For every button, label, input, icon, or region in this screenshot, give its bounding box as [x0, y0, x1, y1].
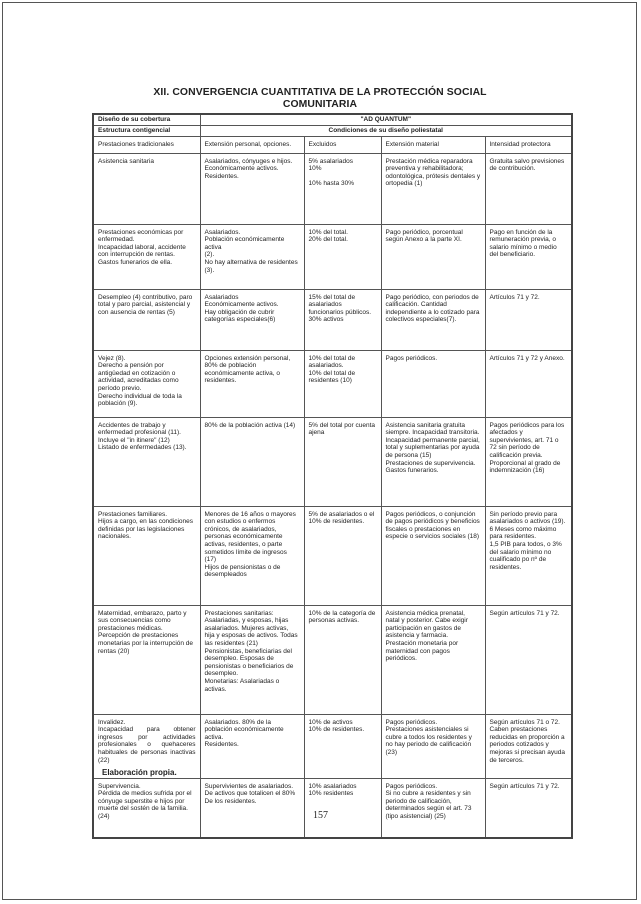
table-cell: Pagos periódicos. — [381, 350, 485, 417]
table-cell: 5% asalariados 10% 10% hasta 30% — [304, 153, 381, 224]
column-header: Excluidos — [304, 137, 381, 154]
table-cell: Pago en función de la remuneración previa, o salario mínimo o medio del beneficiario. — [485, 224, 572, 289]
table-cell: 80% de la población activa (14) — [200, 417, 304, 506]
column-header: Extensión personal, opciones. — [200, 137, 304, 154]
title-line-1: XII. CONVERGENCIA CUANTITATIVA DE LA PROTECCIÓN SOCIAL — [153, 87, 487, 98]
table-cell: Según artículos 71 o 72. Caben prestaciones reducidas en proporción a periodos cotizados y mejoras si precisan ayuda de terceros. — [485, 714, 572, 778]
table-cell: 5% de asalariados o el 10% de residentes. — [304, 506, 381, 605]
table-cell: Supervivientes de asalariados. De activos que totalicen el 80% De los residentes. — [200, 778, 304, 838]
header-row-structure — [93, 126, 572, 137]
header-row-coverage — [93, 114, 572, 126]
table-cell: Artículos 71 y 72. — [485, 289, 572, 350]
table-row — [93, 224, 572, 289]
table-cell: Supervivencia. Pérdida de medios sufrida por el cónyuge superstite e hijos por muerte del sostén de la familia. (24) — [93, 778, 200, 838]
table-cell: Pagos periódicos para los afectados y supervivientes, art. 71 o 72 sin período de calificación previa. Proporcional al grado de indemnización (16) — [485, 417, 572, 506]
table-cell: Pagos periódicos. Si no cubre a residentes y sin periodo de calificación, determinados según el art. 73 (tipo asistencial) (25) — [381, 778, 485, 838]
table-cell: Asistencia sanitaria — [93, 153, 200, 224]
header-coverage-design: Diseño de su cobertura — [93, 114, 200, 126]
table-row — [93, 153, 572, 224]
column-header: Extensión material — [381, 137, 485, 154]
header-ad-quantum: "AD QUANTUM" — [200, 114, 572, 126]
column-header: Prestaciones tradicionales — [93, 137, 200, 154]
table-cell: Prestaciones económicas por enfermedad. Incapacidad laboral, accidente con interrupción de rentas. Gastos funerarios de ella. — [93, 224, 200, 289]
header-contingency-structure: Estructura contigencial — [93, 126, 200, 137]
page-number: 157 — [313, 810, 328, 821]
table-row — [93, 417, 572, 506]
table-cell: Accidentes de trabajo y enfermedad profesional (11). Incluye el "in itinere" (12) Listado de enfermedades (13). — [93, 417, 200, 506]
table-cell: Sin período previo para asalariados o activos (19). 6 Meses como máximo para residentes. 1,5 PIB para todos, o 3% del salario mínimo no cualificado po nº de residentes. — [485, 506, 572, 605]
header-design-conditions: Condiciones de su diseño poliestatal — [200, 126, 572, 137]
table-cell: Pago periódico, con periodos de calificación. Cantidad independiente a lo cotizado para colectivos especiales(7). — [381, 289, 485, 350]
table-cell: 10% del total. 20% del total. — [304, 224, 381, 289]
table-cell: 10% de activos 10% de residentes. — [304, 714, 381, 778]
table-cell: Asalariados, cónyuges e hijos. Económicamente activos. Residentes. — [200, 153, 304, 224]
table-cell: Menores de 16 años o mayores con estudios o enfermos crónicos, de asalariados, personas económicamente activas, residentes, o parte sometidos límite de ingresos (17) Hijos de pensionistas o de desempleados — [200, 506, 304, 605]
table-row — [93, 289, 572, 350]
table-cell: Asistencia sanitaria gratuita siempre. Incapacidad transitoria. Incapacidad permanente parcial, total y suplementarias por ayuda de persona (15) Prestaciones de supervivencia. Gastos funerarios. — [381, 417, 485, 506]
table-cell: 10% asalariados 10% residentes — [304, 778, 381, 838]
table-row — [93, 506, 572, 605]
table-cell: Opciones extensión personal, 80% de población económicamente activa, o residentes. — [200, 350, 304, 417]
table-cell: Según artículos 71 y 72. — [485, 778, 572, 838]
table-cell: Asistencia médica prenatal, natal y posterior. Cabe exigir participación en gastos de asistencia y farmacia. Prestación monetaria por maternidad con pagos periódicos. — [381, 605, 485, 714]
table-cell: Prestaciones sanitarias: Asalariadas, y esposas, hijas asalariados. Mujeres activas, hija y esposas de activos. Todas las residentes (21) Pensionistas, beneficiarias del desempleo. Esposas de pensionistas o beneficiarios de desempleo. Monetarias: Asalariadas o activas. — [200, 605, 304, 714]
table-row — [93, 605, 572, 714]
table-cell: Desempleo (4) contributivo, paro total y paro parcial, asistencial y con ausencia de rentas (5) — [93, 289, 200, 350]
table-cell: Maternidad, embarazo, parto y sus consecuencias como prestaciones médicas. Percepción de prestaciones monetarias por la interrupción de rentas (20) — [93, 605, 200, 714]
table-row — [93, 778, 572, 838]
table-cell: Prestaciones familiares. Hijos a cargo, en las condiciones definidas por las legislaciones nacionales. — [93, 506, 200, 605]
table-cell: Según artículos 71 y 72. — [485, 605, 572, 714]
table-cell: Pagos periódicos. Prestaciones asistenciales si cubre a todos los residentes y no hay periodo de calificación (23) — [381, 714, 485, 778]
table-cell: Prestación médica reparadora preventiva y rehabilitadora; odontológica, prótesis dentales y ortopedia (1) — [381, 153, 485, 224]
title-line-2: COMUNITARIA — [282, 99, 358, 110]
source-note: Elaboración propia. — [102, 768, 177, 777]
convergence-table — [92, 113, 573, 839]
table-cell: 5% del total por cuenta ajena — [304, 417, 381, 506]
table-cell: Invalidez. Incapacidad para obtener ingresos por actividades profesionales o quehaceres habituales de personas inactivas (22) — [93, 714, 200, 778]
table-cell: Pagos periódicos, o conjunción de pagos periódicos y beneficios fiscales o prestaciones en especie o servicios sociales (18) — [381, 506, 485, 605]
table-cell: 10% de la categoría de personas activas. — [304, 605, 381, 714]
column-header: Intensidad protectora — [485, 137, 572, 154]
table-cell: 15% del total de asalariados funcionarios públicos. 30% activos — [304, 289, 381, 350]
table-cell: Asalariados. Población económicamente activa (2). No hay alternativa de residentes (3). — [200, 224, 304, 289]
table-cell: Gratuita salvo previsiones de contribución. — [485, 153, 572, 224]
table-cell: Pago periódico, porcentual según Anexo a la parte XI. — [381, 224, 485, 289]
table-row — [93, 350, 572, 417]
table-cell: Asalariados. 80% de la población económicamente activa. Residentes. — [200, 714, 304, 778]
page-title — [95, 87, 545, 111]
table-cell: Artículos 71 y 72 y Anexo. — [485, 350, 572, 417]
table-cell: 10% del total de asalariados. 10% del total de residentes (10) — [304, 350, 381, 417]
table-cell: Vejez (8). Derecho a pensión por antigüedad en cotización o actividad, acreditadas como período previo. Derecho individual de toda la población (9). — [93, 350, 200, 417]
column-header-row — [93, 137, 572, 154]
table-cell: Asalariados Económicamente activos. Hay obligación de cubrir categorías especiales(6) — [200, 289, 304, 350]
